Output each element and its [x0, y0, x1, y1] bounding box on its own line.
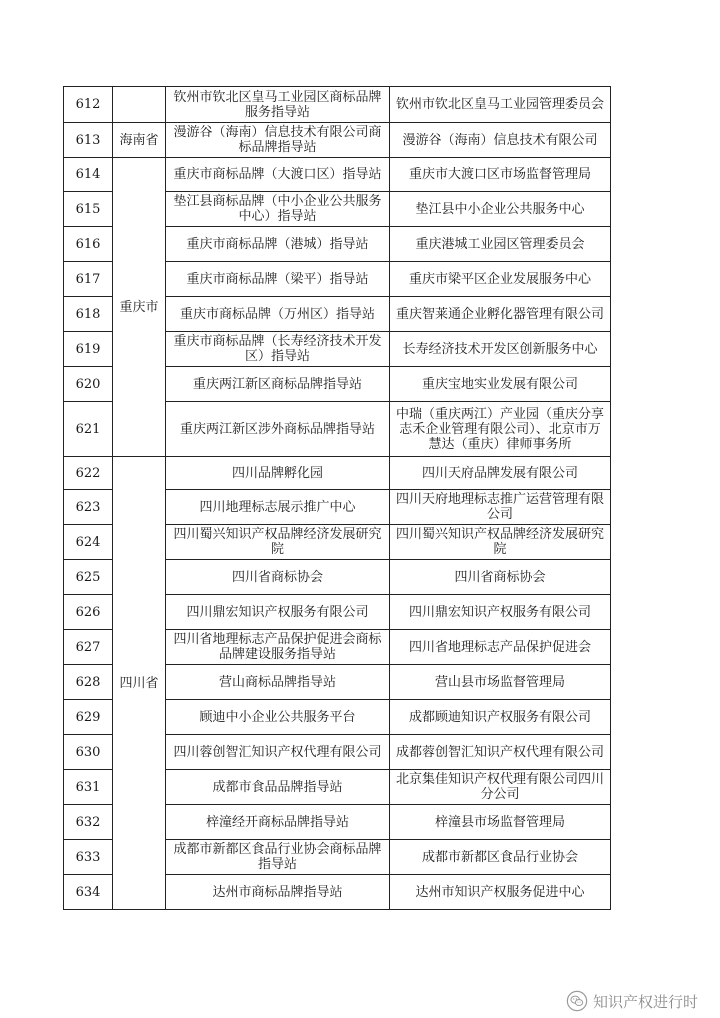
- organization-name: 中瑞（重庆两江）产业园（重庆分享志禾企业管理有限公司）、北京市万慧达（重庆）律师事务所: [390, 402, 611, 457]
- row-number: 618: [64, 297, 113, 332]
- row-number: 627: [64, 630, 113, 665]
- row-number: 633: [64, 840, 113, 875]
- station-name: 四川省商标协会: [166, 560, 390, 595]
- station-name: 垫江县商标品牌（中小企业公共服务中心）指导站: [166, 192, 390, 227]
- station-name: 重庆市商标品牌（梁平）指导站: [166, 262, 390, 297]
- organization-name: 重庆智莱通企业孵化器管理有限公司: [390, 297, 611, 332]
- row-number: 621: [64, 402, 113, 457]
- station-name: 梓潼经开商标品牌指导站: [166, 805, 390, 840]
- organization-name: 垫江县中小企业公共服务中心: [390, 192, 611, 227]
- station-name: 四川省地理标志产品保护促进会商标品牌建设服务指导站: [166, 630, 390, 665]
- organization-name: 重庆市大渡口区市场监督管理局: [390, 158, 611, 192]
- station-name: 营山商标品牌指导站: [166, 665, 390, 700]
- organization-name: 成都市新都区食品行业协会: [390, 840, 611, 875]
- row-number: 625: [64, 560, 113, 595]
- table-row: [64, 123, 611, 158]
- row-number: 619: [64, 332, 113, 367]
- wechat-watermark: [566, 990, 698, 1012]
- province-cell: 海南省: [113, 123, 166, 158]
- station-name: 重庆市商标品牌（港城）指导站: [166, 227, 390, 262]
- registry-table: [63, 86, 611, 910]
- row-number: 623: [64, 490, 113, 525]
- organization-name: 成都蓉创智汇知识产权代理有限公司: [390, 735, 611, 770]
- organization-name: 四川蜀兴知识产权品牌经济发展研究院: [390, 525, 611, 560]
- row-number: 631: [64, 770, 113, 805]
- station-name: 重庆市商标品牌（万州区）指导站: [166, 297, 390, 332]
- station-name: 成都市新都区食品行业协会商标品牌指导站: [166, 840, 390, 875]
- station-name: 四川品牌孵化园: [166, 457, 390, 490]
- organization-name: 长寿经济技术开发区创新服务中心: [390, 332, 611, 367]
- row-number: 614: [64, 158, 113, 192]
- station-name: 达州市商标品牌指导站: [166, 875, 390, 910]
- row-number: 612: [64, 87, 113, 123]
- row-number: 616: [64, 227, 113, 262]
- organization-name: 营山县市场监督管理局: [390, 665, 611, 700]
- row-number: 622: [64, 457, 113, 490]
- organization-name: 漫游谷（海南）信息技术有限公司: [390, 123, 611, 158]
- province-cell: 重庆市: [113, 158, 166, 457]
- table-row: [64, 158, 611, 192]
- organization-name: 北京集佳知识产权代理有限公司四川分公司: [390, 770, 611, 805]
- organization-name: 重庆宝地实业发展有限公司: [390, 367, 611, 402]
- station-name: 成都市食品品牌指导站: [166, 770, 390, 805]
- station-name: 重庆两江新区涉外商标品牌指导站: [166, 402, 390, 457]
- row-number: 634: [64, 875, 113, 910]
- station-name: 重庆市商标品牌（长寿经济技术开发区）指导站: [166, 332, 390, 367]
- organization-name: 成都顾迪知识产权服务有限公司: [390, 700, 611, 735]
- province-cell: 四川省: [113, 457, 166, 910]
- row-number: 615: [64, 192, 113, 227]
- organization-name: 梓潼县市场监督管理局: [390, 805, 611, 840]
- organization-name: 四川鼎宏知识产权服务有限公司: [390, 595, 611, 630]
- station-name: 四川鼎宏知识产权服务有限公司: [166, 595, 390, 630]
- watermark-text: 知识产权进行时: [592, 992, 698, 1011]
- row-number: 626: [64, 595, 113, 630]
- organization-name: 钦州市钦北区皇马工业园管理委员会: [390, 87, 611, 123]
- station-name: 漫游谷（海南）信息技术有限公司商标品牌指导站: [166, 123, 390, 158]
- row-number: 629: [64, 700, 113, 735]
- wechat-icon: [566, 990, 588, 1012]
- station-name: 四川地理标志展示推广中心: [166, 490, 390, 525]
- organization-name: 重庆港城工业园区管理委员会: [390, 227, 611, 262]
- organization-name: 达州市知识产权服务促进中心: [390, 875, 611, 910]
- row-number: 620: [64, 367, 113, 402]
- row-number: 624: [64, 525, 113, 560]
- row-number: 613: [64, 123, 113, 158]
- station-name: 四川蜀兴知识产权品牌经济发展研究院: [166, 525, 390, 560]
- row-number: 630: [64, 735, 113, 770]
- table-row: [64, 87, 611, 123]
- station-name: 四川蓉创智汇知识产权代理有限公司: [166, 735, 390, 770]
- station-name: 重庆两江新区商标品牌指导站: [166, 367, 390, 402]
- organization-name: 四川天府品牌发展有限公司: [390, 457, 611, 490]
- organization-name: 四川省商标协会: [390, 560, 611, 595]
- province-cell: [113, 87, 166, 123]
- station-name: 顾迪中小企业公共服务平台: [166, 700, 390, 735]
- organization-name: 重庆市梁平区企业发展服务中心: [390, 262, 611, 297]
- organization-name: 四川省地理标志产品保护促进会: [390, 630, 611, 665]
- station-name: 重庆市商标品牌（大渡口区）指导站: [166, 158, 390, 192]
- row-number: 628: [64, 665, 113, 700]
- table-row: [64, 457, 611, 490]
- row-number: 632: [64, 805, 113, 840]
- row-number: 617: [64, 262, 113, 297]
- station-name: 钦州市钦北区皇马工业园区商标品牌服务指导站: [166, 87, 390, 123]
- organization-name: 四川天府地理标志推广运营管理有限公司: [390, 490, 611, 525]
